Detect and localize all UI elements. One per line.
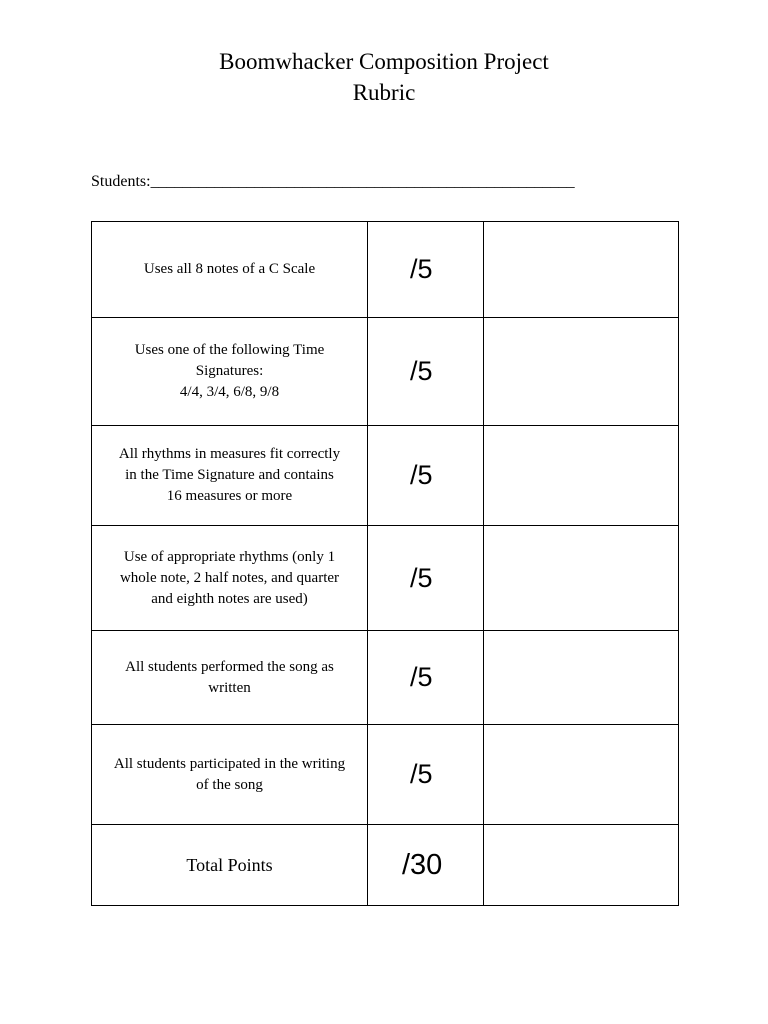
criterion-text: Signatures:: [195, 363, 264, 379]
rubric-row: [92, 318, 679, 426]
score-cell: [368, 725, 484, 825]
rubric-row: [92, 426, 679, 526]
total-score-cell: [368, 825, 484, 906]
rubric-row: [92, 631, 679, 725]
criterion-text: in the Time Signature and contains: [125, 467, 334, 483]
criterion-text: whole note, 2 half notes, and quarter: [119, 569, 340, 586]
title-line-2: Rubric: [352, 80, 416, 105]
score-text: /5: [410, 662, 433, 692]
total-score-text: /30: [402, 848, 443, 881]
criterion-text: All students participated in the writing: [113, 755, 346, 772]
criterion-text: and eighth notes are used): [151, 590, 308, 607]
criterion-text: Uses one of the following Time: [134, 342, 325, 358]
score-cell: [368, 631, 484, 725]
criterion-text: 4/4, 3/4, 6/8, 9/8: [179, 384, 280, 400]
score-text: /5: [410, 460, 433, 490]
criterion-text: Use of appropriate rhythms (only 1: [123, 548, 336, 565]
comment-cell: [484, 318, 679, 426]
rubric-row: [92, 222, 679, 318]
criterion-text: Uses all 8 notes of a C Scale: [143, 261, 316, 277]
rubric-table: [91, 221, 679, 906]
criterion-text: All students performed the song as: [125, 658, 334, 675]
document-title: [0, 46, 768, 108]
total-comment-cell: [484, 825, 679, 906]
comment-cell: [484, 526, 679, 631]
rubric-row: [92, 725, 679, 825]
rubric-row: [92, 526, 679, 631]
criterion-cell: [92, 222, 368, 318]
criterion-cell: [92, 318, 368, 426]
score-text: /5: [410, 254, 433, 284]
score-text: /5: [410, 356, 433, 386]
criterion-cell: [92, 526, 368, 631]
total-row: [92, 825, 679, 906]
criterion-cell: [92, 725, 368, 825]
criterion-cell: [92, 426, 368, 526]
score-text: /5: [410, 759, 433, 789]
score-cell: [368, 426, 484, 526]
criterion-text: written: [208, 679, 251, 696]
score-cell: [368, 526, 484, 631]
total-label: Total Points: [186, 854, 273, 875]
comment-cell: [484, 426, 679, 526]
score-text: /5: [410, 562, 433, 593]
score-cell: [368, 222, 484, 318]
criterion-text: All rhythms in measures fit correctly: [118, 446, 341, 462]
score-cell: [368, 318, 484, 426]
total-label-cell: [92, 825, 368, 906]
criterion-cell: [92, 631, 368, 725]
students-field: Students:_____________________________________________________: [91, 173, 575, 190]
criterion-text: 16 measures or more: [166, 488, 293, 504]
comment-cell: [484, 725, 679, 825]
criterion-text: of the song: [196, 776, 263, 793]
comment-cell: [484, 631, 679, 725]
title-line-1: Boomwhacker Composition Project: [219, 49, 549, 74]
comment-cell: [484, 222, 679, 318]
